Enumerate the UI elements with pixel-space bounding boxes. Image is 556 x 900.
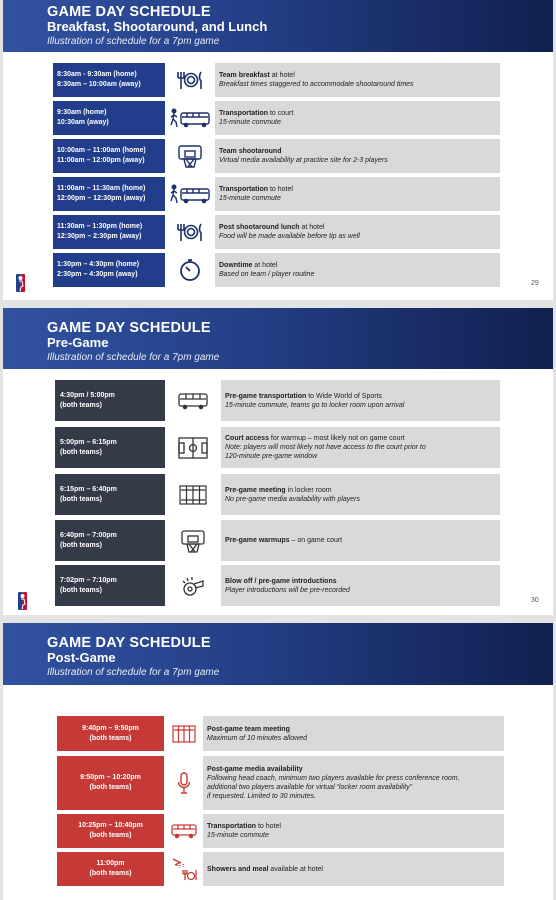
activity-description: Court access for warmup – most likely not on game court Note: players will most likely not have access to the court prior to 120-minute pre-game window <box>221 427 500 468</box>
activity-description: Transportation to court 15-minute commute <box>215 101 500 135</box>
lockers-icon <box>165 474 221 515</box>
stopwatch-icon <box>165 253 215 287</box>
time-slot: 11:30am – 1:30pm (home) 12:30pm – 2:30pm (away) <box>53 215 165 249</box>
schedule-row <box>53 215 500 249</box>
walk-to-bus-icon <box>165 177 215 211</box>
slide-title: GAME DAY SCHEDULE <box>47 4 211 20</box>
time-slot: 9:30am (home) 10:30am (away) <box>53 101 165 135</box>
slide-illustration-caption: Illustration of schedule for a 7pm game <box>47 667 220 678</box>
activity-description: Transportation to hotel 15-minute commute <box>203 814 504 848</box>
time-slot: 10:00am – 11:00am (home) 11:00am – 12:00pm (away) <box>53 139 165 173</box>
slide-illustration-caption: Illustration of schedule for a 7pm game <box>47 352 220 363</box>
league-logo-icon <box>18 592 27 610</box>
league-logo-icon <box>16 274 25 292</box>
schedule-row <box>53 101 500 135</box>
basketball-hoop-icon <box>165 139 215 173</box>
time-slot: 6:40pm – 7:00pm (both teams) <box>55 520 165 561</box>
bus-icon <box>165 380 221 421</box>
schedule-row <box>57 756 504 810</box>
time-slot: 8:30am - 9:30am (home) 8:30am – 10:00am (away) <box>53 63 165 97</box>
time-slot: 5:00pm – 6:15pm (both teams) <box>55 427 165 468</box>
activity-description: Downtime at hotel Based on team / player routine <box>215 253 500 287</box>
utensils-icon <box>165 63 215 97</box>
activity-description: Showers and meal available at hotel <box>203 852 504 886</box>
activity-description: Blow off / pre-game introductions Player introductions will be pre-recorded <box>221 565 500 606</box>
slide-header <box>3 623 553 685</box>
schedule-row <box>55 380 500 421</box>
activity-description: Post-game team meeting Maximum of 10 minutes allowed <box>203 716 504 751</box>
slide-header <box>3 0 553 52</box>
bus-icon <box>164 814 203 848</box>
slide-breakfast-shootaround-lunch <box>3 0 553 300</box>
activity-description: Post-game media availability Following head coach, minimum two players available for press conference room, additional two players available for virtual “locker room availability” if requested. Limited to 30 minutes. <box>203 756 504 810</box>
activity-description: Team shootaround Virtual media availability at practice site for 2-3 players <box>215 139 500 173</box>
activity-description: Pre-game meeting in locker room No pre-game media availability with players <box>221 474 500 515</box>
walk-to-bus-icon <box>165 101 215 135</box>
schedule-row <box>55 520 500 561</box>
slide-post-game <box>3 623 553 900</box>
microphone-icon <box>164 756 203 810</box>
slide-illustration-caption: Illustration of schedule for a 7pm game <box>47 36 220 47</box>
slide-title: GAME DAY SCHEDULE <box>47 320 211 336</box>
shower-meal-icon <box>164 852 203 886</box>
utensils-icon <box>165 215 215 249</box>
slide-title: GAME DAY SCHEDULE <box>47 635 211 651</box>
schedule-row <box>53 63 500 97</box>
schedule-row <box>55 565 500 606</box>
activity-description: Pre-game transportation to Wide World of Sports 15-minute commute, teams go to locker room upon arrival <box>221 380 500 421</box>
slide-subtitle: Post-Game <box>47 650 116 665</box>
schedule-row <box>57 814 504 848</box>
activity-description: Team breakfast at hotel Breakfast times staggered to accommodate shootaround times <box>215 63 500 97</box>
basketball-court-icon <box>165 427 221 468</box>
lockers-icon <box>164 716 203 751</box>
time-slot: 11:00am – 11:30am (home) 12:00pm – 12:30pm (away) <box>53 177 165 211</box>
slide-subtitle: Breakfast, Shootaround, and Lunch <box>47 19 268 34</box>
slide-header <box>3 308 553 369</box>
activity-description: Post shootaround lunch at hotel Food will be made available before tip as well <box>215 215 500 249</box>
time-slot: 10:25pm – 10:40pm (both teams) <box>57 814 164 848</box>
schedule-row <box>53 139 500 173</box>
whistle-icon <box>165 565 221 606</box>
schedule-row <box>53 253 500 287</box>
page-number: 30 <box>531 597 539 604</box>
time-slot: 7:02pm – 7:10pm (both teams) <box>55 565 165 606</box>
basketball-hoop-icon <box>165 520 221 561</box>
activity-description: Transportation to hotel 15-minute commute <box>215 177 500 211</box>
activity-description: Pre-game warmups – on game court <box>221 520 500 561</box>
time-slot: 11:00pm (both teams) <box>57 852 164 886</box>
schedule-row <box>55 427 500 468</box>
slide-subtitle: Pre-Game <box>47 335 109 350</box>
schedule-row <box>57 852 504 886</box>
schedule-row <box>53 177 500 211</box>
time-slot: 9:40pm – 9:50pm (both teams) <box>57 716 164 751</box>
time-slot: 6:15pm – 6:40pm (both teams) <box>55 474 165 515</box>
schedule-row <box>55 474 500 515</box>
page-number: 29 <box>531 280 539 287</box>
time-slot: 1:30pm – 4:30pm (home) 2:30pm – 4:30pm (away) <box>53 253 165 287</box>
slide-pre-game <box>3 308 553 615</box>
time-slot: 9:50pm – 10:20pm (both teams) <box>57 756 164 810</box>
schedule-row <box>57 716 504 751</box>
time-slot: 4:30pm / 5:00pm (both teams) <box>55 380 165 421</box>
